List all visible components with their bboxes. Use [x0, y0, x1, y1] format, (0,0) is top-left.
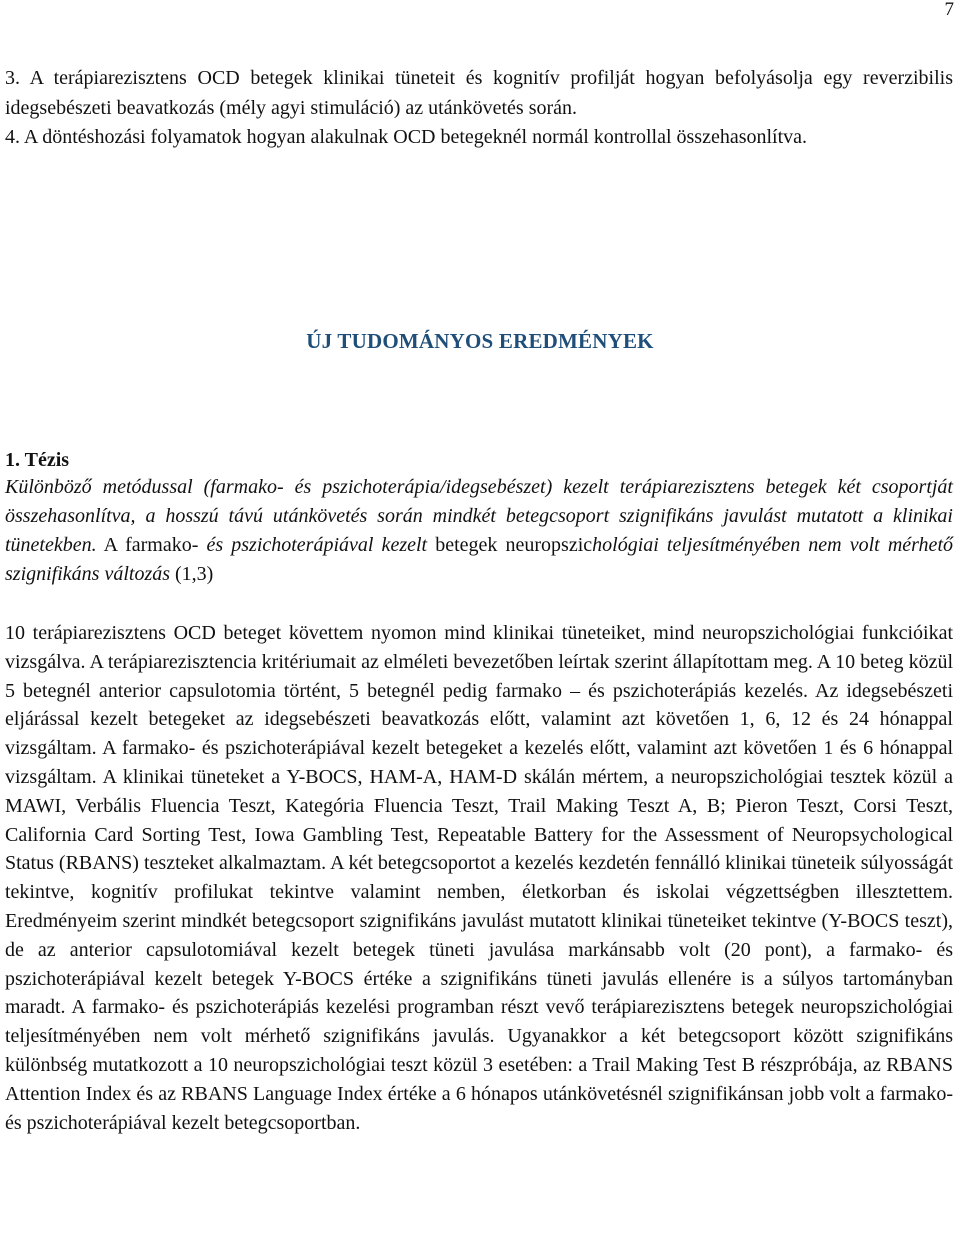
research-question-3: 3. A terápiarezisztens OCD betegek klinikai tüneteit és kognitív profilját hogyan befolyásolja egy reverzibilis idegsebészeti beavatkozás (mély agyi stimuláció) az utánkövetés során. [5, 67, 953, 119]
research-questions [5, 64, 953, 153]
thesis-title: 1. Tézis [5, 449, 70, 471]
thesis-summary-italic-b: és pszichoterápiával kezelt [198, 534, 428, 556]
thesis-summary-upright-b: betegek neuropszic [427, 534, 593, 556]
section-heading: ÚJ TUDOMÁNYOS EREDMÉNYEK [306, 329, 654, 353]
page-number: 7 [944, 0, 954, 20]
research-question-4: 4. A döntéshozási folyamatok hogyan alakulnak OCD betegeknél normál kontrollal összehasonlítva. [5, 126, 808, 148]
thesis-body-paragraph: 10 terápiarezisztens OCD beteget követtem nyomon mind klinikai tüneteiket, mind neuropszichológiai funkcióikat vizsgálva. A terápiarezisztencia kritériumait az elméleti bevezetőben leírtak szerint állapítottam meg. A 10 beteg közül 5 betegnél anterior capsulotomia történt, 5 betegnél pedig farmako – és pszichoterápiás kezelés. Az idegsebészeti eljárással kezelt betegeket az idegsebészeti beavatkozás előtt, valamint azt követően 1, 6, 12 és 24 hónappal vizsgáltam. A farmako- és pszichoterápiával kezelt betegeket a kezelés előtt, valamint azt követően 1 és 6 hónappal vizsgáltam. A klinikai tüneteket a Y-BOCS, HAM-A, HAM-D skálán mértem, a neuropszichológiai tesztek közül a MAWI, Verbális Fluencia Teszt, Kategória Fluencia Teszt, Trail Making Teszt A, B; Pieron Teszt, Corsi Teszt, California Card Sorting Test, Iowa Gambling Test, Repeatable Battery for the Assessment of Neuropsychological Status (RBANS) teszteket alkalmaztam. A két betegcsoportot a kezelés kezdetén fennálló klinikai tüneteik súlyosságát tekintve, kognitív profilukat tekintve valamint nemben, életkorban és iskolai végzettségben illesztettem. Eredményeim szerint mindkét betegcsoport szignifikáns javulást mutatott klinikai tüneteiket tekintve (Y-BOCS teszt), de az anterior capsulotomiával kezelt betegek tüneti javulása markánsabb volt (20 pont), a farmako- és pszichoterápiával kezelt betegek Y-BOCS értéke a szignifikáns tüneti javulás ellenére is a súlyos tartományban maradt. A farmako- és pszichoterápiás kezelési programban részt vevő terápiarezisztens betegek neuropszichológiai teljesítményében nem volt mérhető szignifikáns javulás. Ugyanakkor a két betegcsoport között szignifikáns különbség mutatkozott a 10 neuropszichológiai teszt közül 3 esetében: a Trail Making Test B részpróbája, az RBANS Attention Index és az RBANS Language Index értéke a 6 hónapos utánkövetésnél szignifikánsan jobb volt a farmako- és pszichoterápiával kezelt betegcsoportban. [5, 622, 953, 1134]
thesis-summary [5, 473, 953, 589]
thesis-reference: (1,3) [170, 563, 214, 585]
thesis-summary-main: Különböző metódussal (farmako- és pszichoterápia/idegsebészet) kezelt terápiarezisztens betegek két csoportját összehasonlítva, a hosszú távú utánkövetés során mindkét betegcsoport szignifikáns javulást mutatott a klinikai tünetekben. [5, 476, 953, 556]
thesis-summary-upright-a: A farmako- [96, 534, 199, 556]
thesis-summary-italic-c: hológiai teljesítményében nem volt mérhető szignifikáns változás [5, 534, 953, 585]
